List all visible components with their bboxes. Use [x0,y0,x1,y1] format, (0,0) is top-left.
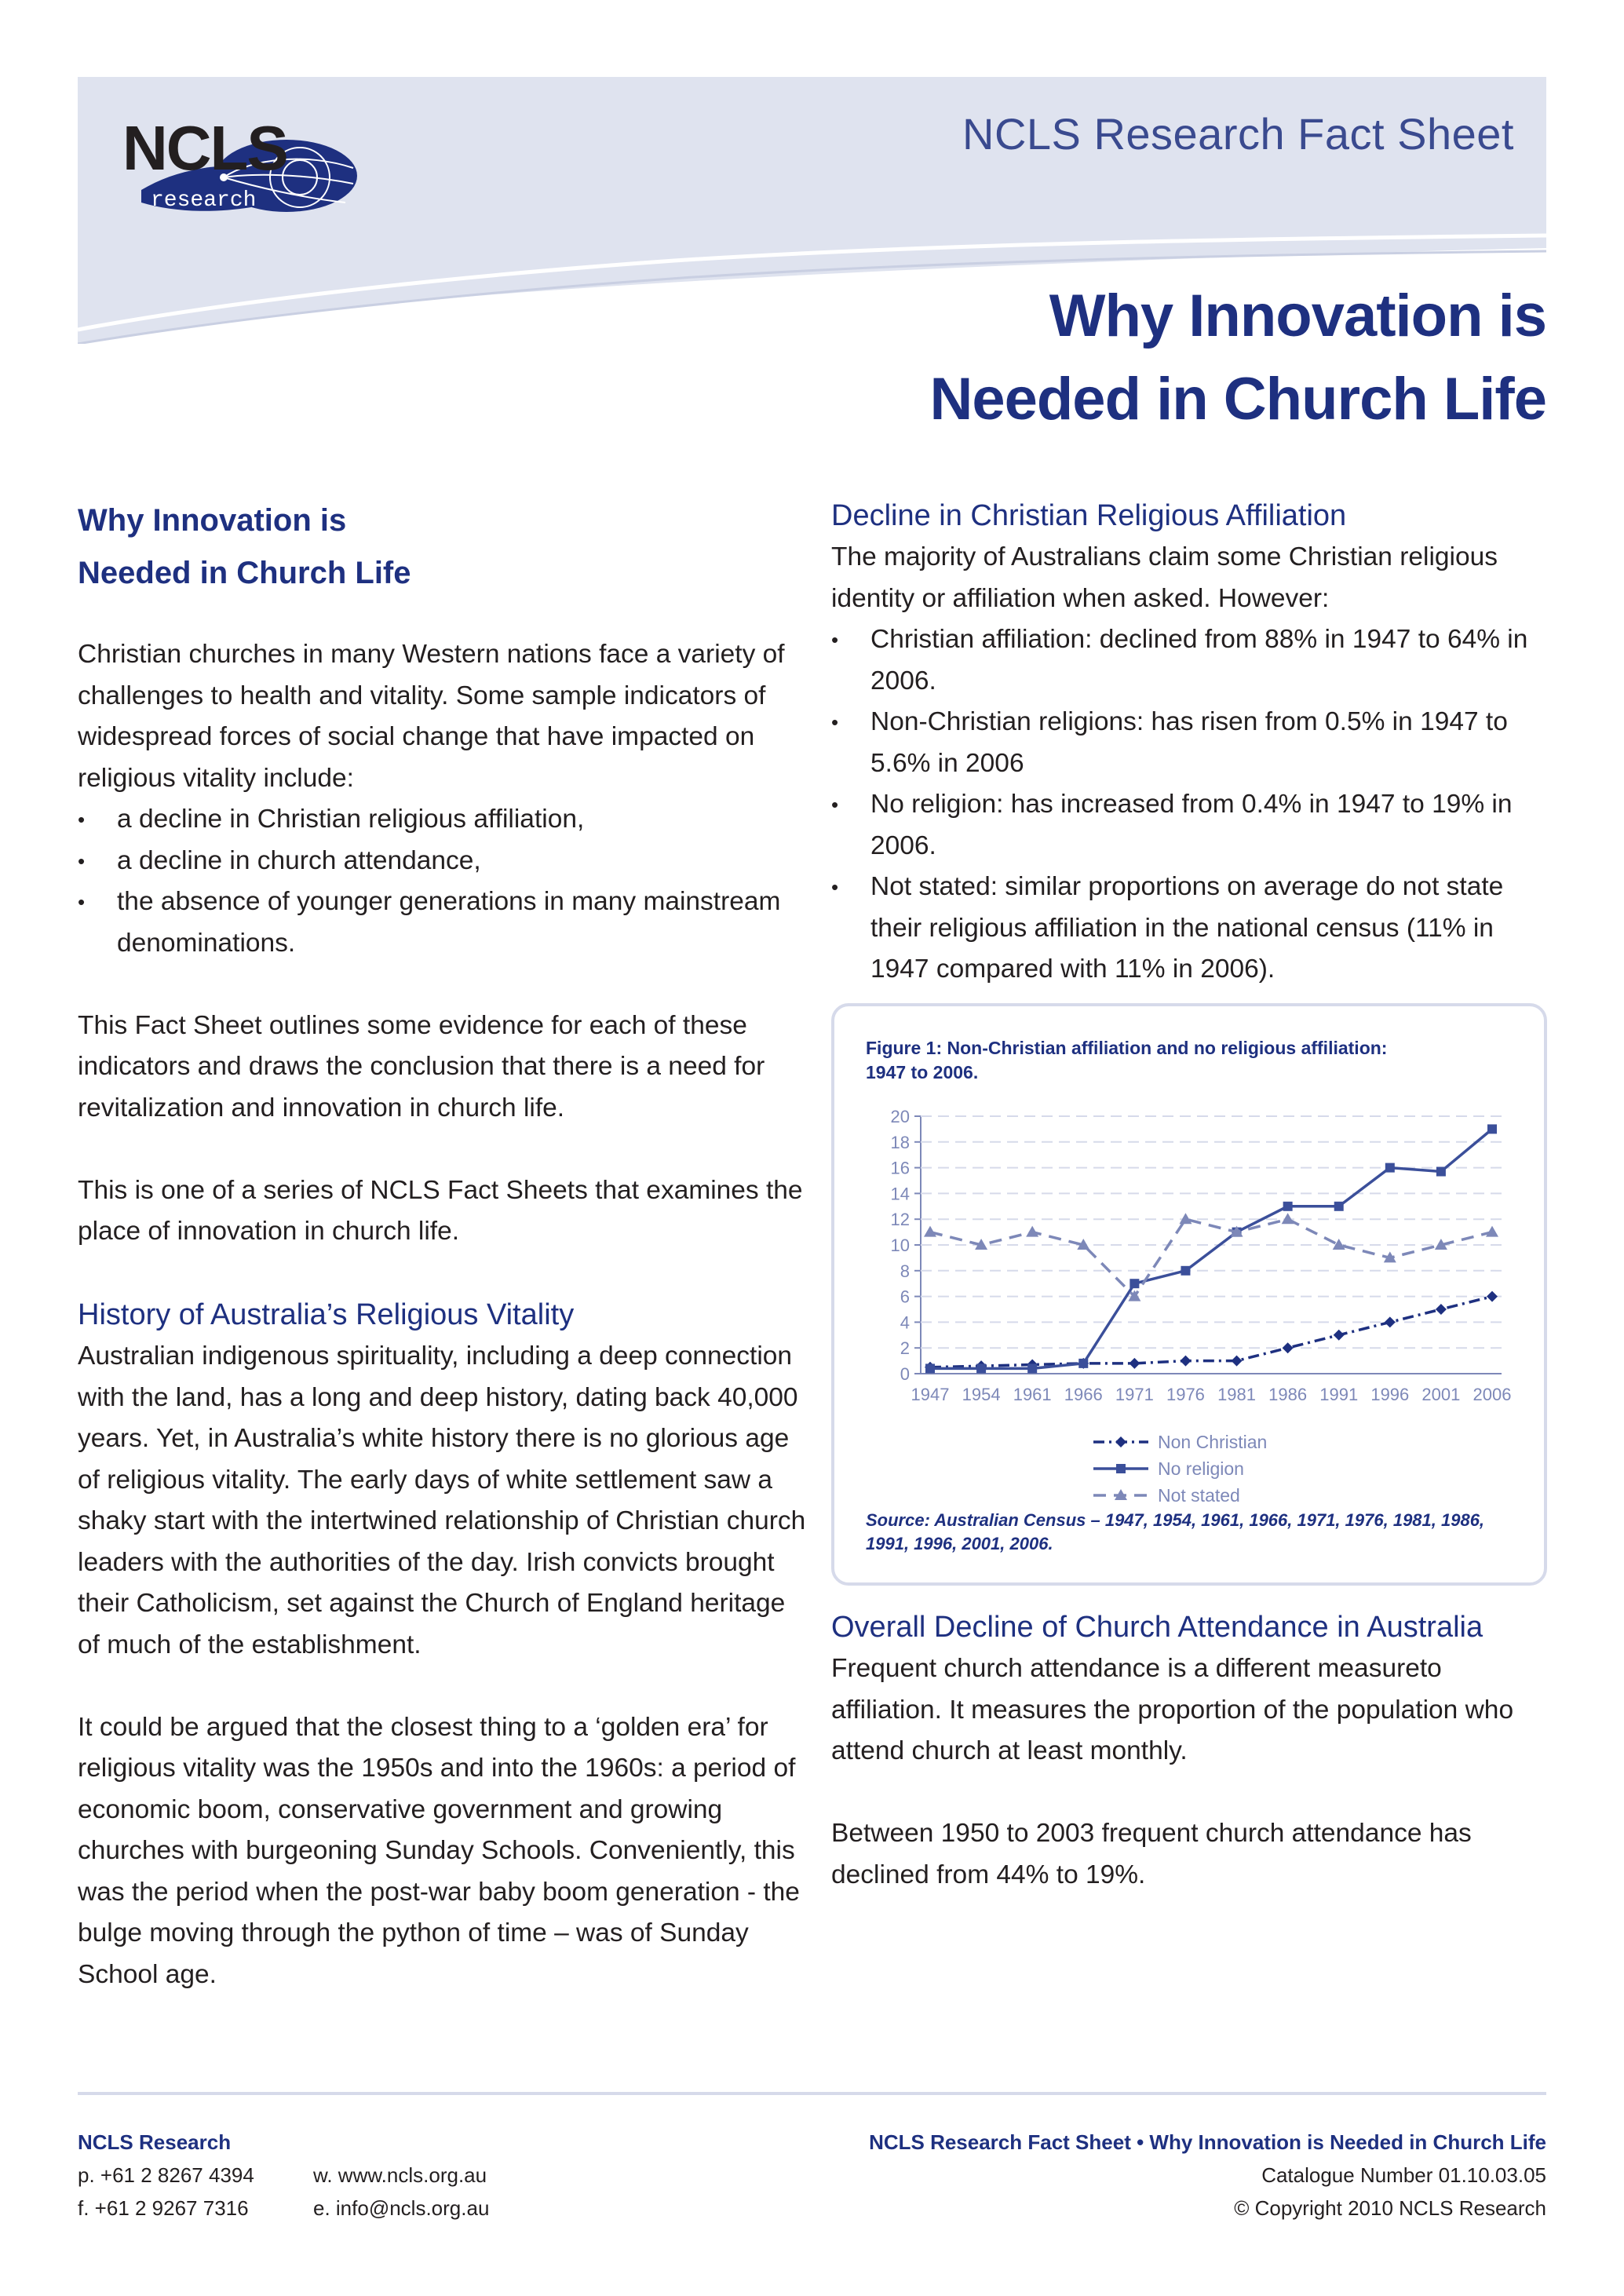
y-tick-label: 14 [890,1184,910,1204]
data-point [1130,1279,1139,1288]
data-point [1283,1342,1294,1353]
x-tick-label: 1986 [1268,1385,1308,1404]
y-tick-label: 8 [900,1261,910,1281]
footer-copyright: © Copyright 2010 NCLS Research [1234,2196,1546,2220]
y-tick-label: 2 [900,1338,910,1359]
data-point [1129,1358,1140,1369]
footer-website[interactable]: w. www.ncls.org.au [313,2163,487,2187]
attendance-paragraph-1: Frequent church attendance is a different measureto affiliation. It measures the proportion of the population who attend church at least monthly. [831,1654,1514,1765]
series-line [930,1219,1492,1296]
x-tick-label: 1996 [1370,1385,1410,1404]
x-tick-label: 1971 [1115,1385,1154,1404]
affiliation-chart [834,1006,1544,1582]
footer-divider [78,2092,1546,2095]
legend-marker [1116,1464,1126,1473]
footer-meta [869,2126,1546,2225]
x-tick-label: 1954 [962,1385,1001,1404]
list-item: • Not stated: similar proportions on average do not state their religious affiliation in the national census (11% in 1947 compared with 11% in 2006). [831,867,1553,991]
y-tick-label: 4 [900,1312,910,1333]
series-line [930,1297,1492,1367]
data-point [1282,1213,1294,1224]
y-tick-label: 0 [900,1364,910,1384]
series-line [930,1129,1492,1368]
y-tick-label: 10 [890,1236,910,1255]
y-tick-label: 20 [890,1107,910,1126]
logo-wordmark: NCLS [122,113,287,183]
logo-subword: research [151,188,257,213]
data-point [1385,1316,1396,1327]
data-point [1283,1202,1293,1211]
history-paragraph-2: It could be argued that the closest thing to a ‘golden era’ for religious vitality was the 1950s and into the 1960s: a period of economic boom, conservative government and growing churches with burgeoning Sunday Schools. Conveniently, this was the period when the post-war baby boom generation - the bulge moving through the python of time – was of Sunday School age. [78,1712,800,1989]
data-point [1078,1359,1088,1368]
x-tick-label: 2006 [1473,1385,1512,1404]
list-item: • a decline in church attendance, [78,841,808,882]
data-point [1487,1291,1498,1302]
y-tick-label: 18 [890,1132,910,1152]
data-point [1436,1167,1446,1177]
left-heading [78,495,808,600]
affiliation-list [831,619,1553,991]
figure-source: Source: Australian Census – 1947, 1954, 1961, 1966, 1971, 1976, 1981, 1986, 1991, 1996, 2001, 2006. [866,1510,1485,1553]
data-point [1486,1226,1498,1237]
page-title-line1: Why Innovation is [1049,283,1546,349]
legend-label: No religion [1158,1458,1244,1479]
x-tick-label: 1991 [1319,1385,1359,1404]
footer-fax: f. +61 2 9267 7316 [78,2196,249,2220]
data-point [1027,1363,1037,1373]
x-tick-label: 2001 [1421,1385,1461,1404]
decline-intro: The majority of Australians claim some Christian religious identity or affiliation when asked. However: [831,542,1498,613]
fact-sheet-label: NCLS Research Fact Sheet [962,109,1514,159]
right-column [831,495,1553,991]
data-point [925,1363,935,1373]
figure-caption: Figure 1: Non-Christian affiliation and no religious affiliation: 1947 to 2006. [866,1038,1388,1082]
page-title-line2: Needed in Church Life [929,366,1546,433]
data-point [1232,1356,1243,1367]
intro-paragraph: Christian churches in many Western nations face a variety of challenges to health and vitality. Some sample indicators of widespread forces of social change that have impacted on religious vitality include: [78,640,785,793]
legend-label: Not stated [1158,1485,1240,1506]
left-heading-line1: Why Innovation is [78,503,347,538]
list-item: • No religion: has increased from 0.4% in 1947 to 19% in 2006. [831,784,1553,867]
data-point [1385,1163,1395,1173]
list-item: • Christian affiliation: declined from 88% in 1947 to 64% in 2006. [831,619,1553,702]
data-point [1487,1124,1497,1133]
footer-sheet-title: NCLS Research Fact Sheet • Why Innovation is Needed in Church Life [869,2130,1546,2154]
data-point [1180,1356,1191,1367]
data-point [1179,1213,1192,1224]
left-column [78,495,808,1995]
ncls-logo [118,111,361,229]
legend-marker [1115,1436,1126,1447]
data-point [1436,1304,1447,1315]
right-column-lower [831,1606,1553,1896]
footer-catalogue: Catalogue Number 01.10.03.05 [1261,2163,1546,2187]
series-paragraph: This is one of a series of NCLS Fact Sheets that examines the place of innovation in church life. [78,1175,803,1246]
data-point [1181,1266,1190,1276]
outline-paragraph: This Fact Sheet outlines some evidence for each of these indicators and draws the conclusion that there is a need for revitalization and innovation in church life. [78,1010,765,1122]
y-tick-label: 12 [890,1210,910,1230]
data-point [1026,1226,1038,1237]
data-point [1334,1202,1344,1211]
attendance-paragraph-2: Between 1950 to 2003 frequent church attendance has declined from 44% to 19%. [831,1819,1472,1889]
decline-heading: Decline in Christian Religious Affiliation [831,499,1347,532]
data-point [924,1226,936,1237]
x-tick-label: 1976 [1166,1385,1205,1404]
list-item: • a decline in Christian religious affiliation, [78,799,808,841]
indicator-list [78,799,808,964]
left-heading-line2: Needed in Church Life [78,556,411,590]
list-item: • Non-Christian religions: has risen from 0.5% in 1947 to 5.6% in 2006 [831,702,1553,784]
attendance-heading: Overall Decline of Church Attendance in Australia [831,1611,1483,1644]
x-tick-label: 1981 [1217,1385,1257,1404]
data-point [1334,1330,1345,1341]
x-tick-label: 1966 [1064,1385,1103,1404]
history-heading: History of Australia’s Religious Vitality [78,1298,575,1331]
figure-1 [831,1003,1547,1586]
y-tick-label: 16 [890,1158,910,1178]
footer-org-name: NCLS Research [78,2130,232,2154]
x-tick-label: 1961 [1013,1385,1052,1404]
footer-phone: p. +61 2 8267 4394 [78,2163,254,2187]
list-item: • the absence of younger generations in many mainstream denominations. [78,882,808,964]
footer-contact [78,2126,489,2225]
legend-label: Non Christian [1158,1432,1268,1452]
footer-email[interactable]: e. info@ncls.org.au [313,2196,490,2220]
history-paragraph-1: Australian indigenous spirituality, including a deep connection with the land, has a long and deep history, dating back 40,000 years. Yet, in Australia’s white history there is no glorious age of religious vitality. The early days of white settlement saw a shaky start with the intertwined relationship of Christian church leaders with the authorities of the day. Irish convicts brought their Catholicism, set against the Church of England heritage of much of the establishment. [78,1341,806,1659]
page-title [761,275,1546,441]
data-point [976,1363,986,1373]
y-tick-label: 6 [900,1287,910,1307]
x-tick-label: 1947 [911,1385,950,1404]
